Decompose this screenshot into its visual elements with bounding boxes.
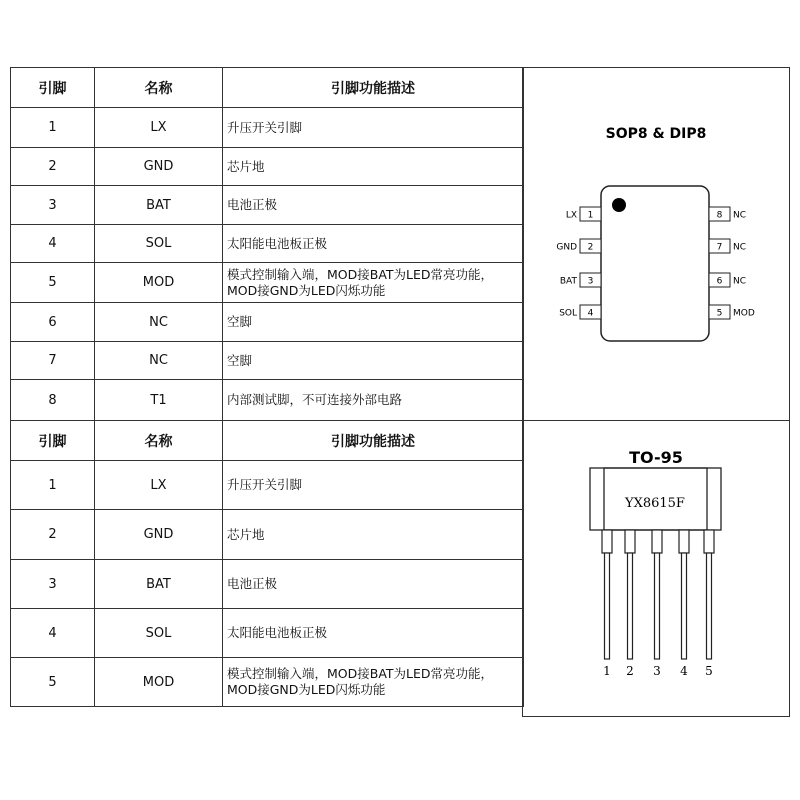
sop8-pin-label: NC <box>733 242 747 253</box>
pin-name-cell: SOL <box>95 225 223 263</box>
pin1-marker-dot <box>612 198 626 212</box>
table-row <box>11 658 524 707</box>
pin-name-cell: BAT <box>95 186 223 225</box>
pin-name-cell: NC <box>95 342 223 380</box>
pin-description-cell: 模式控制输入端，MOD接BAT为LED常亮功能，MOD接GND为LED闪烁功能 <box>223 263 524 303</box>
to95-marking: YX8615F <box>625 496 685 511</box>
sop8-diagram-panel <box>522 67 790 421</box>
to95-lead <box>655 553 660 659</box>
pin-name-cell: GND <box>95 148 223 186</box>
sop8-pin-number: 8 <box>716 210 723 221</box>
pin-description-cell: 太阳能电池板正极 <box>223 225 524 263</box>
table-row <box>11 303 524 342</box>
pin-number-cell: 8 <box>11 380 95 421</box>
to95-diagram-panel <box>522 420 790 717</box>
pin-number-cell: 7 <box>11 342 95 380</box>
pin-number-cell: 3 <box>11 186 95 225</box>
header-name: 名称 <box>95 421 223 461</box>
pin-description-cell: 芯片地 <box>223 148 524 186</box>
table-row <box>11 380 524 421</box>
sop8-pin-label: GND <box>556 242 577 253</box>
pin-number-cell: 4 <box>11 609 95 658</box>
to95-lead-shoulder <box>602 530 612 553</box>
table-header-row <box>11 68 524 108</box>
pin-name-cell: T1 <box>95 380 223 421</box>
pin-description-cell: 升压开关引脚 <box>223 108 524 148</box>
to95-pin-number: 3 <box>653 664 661 678</box>
pin-number-cell: 2 <box>11 510 95 560</box>
pin-name-cell: LX <box>95 461 223 510</box>
pin-description-cell: 内部测试脚，不可连接外部电路 <box>223 380 524 421</box>
sop8-pin-number: 3 <box>587 276 594 287</box>
sop8-pin-label: NC <box>733 210 747 221</box>
to95-title: TO-95 <box>629 448 683 467</box>
sop8-pin-number: 7 <box>716 242 723 253</box>
table-row <box>11 510 524 560</box>
sop8-pin-label: LX <box>565 210 577 221</box>
pin-table-sop8 <box>10 67 524 421</box>
table-row <box>11 225 524 263</box>
to95-lead-shoulder <box>679 530 689 553</box>
sop8-title: SOP8 & DIP8 <box>605 126 707 142</box>
to95-lead-shoulder <box>625 530 635 553</box>
header-desc: 引脚功能描述 <box>223 68 524 108</box>
pin-name-cell: MOD <box>95 658 223 707</box>
pin-description-cell: 模式控制输入端，MOD接BAT为LED常亮功能，MOD接GND为LED闪烁功能 <box>223 658 524 707</box>
header-pin: 引脚 <box>11 68 95 108</box>
pin-number-cell: 2 <box>11 148 95 186</box>
sop8-pin-number: 5 <box>716 308 723 319</box>
table-row <box>11 342 524 380</box>
to95-package-diagram <box>523 421 789 716</box>
pin-number-cell: 1 <box>11 461 95 510</box>
table-row <box>11 186 524 225</box>
pin-name-cell: NC <box>95 303 223 342</box>
table-row <box>11 560 524 609</box>
pin-description-cell: 空脚 <box>223 342 524 380</box>
pin-number-cell: 1 <box>11 108 95 148</box>
sop8-pin-label: NC <box>733 276 747 287</box>
sop8-package-diagram <box>523 68 789 420</box>
to95-lead-shoulder <box>704 530 714 553</box>
table-row <box>11 609 524 658</box>
sop8-pin-number: 1 <box>587 210 594 221</box>
pin-description-cell: 电池正极 <box>223 186 524 225</box>
header-pin: 引脚 <box>11 421 95 461</box>
pin-number-cell: 3 <box>11 560 95 609</box>
table-row <box>11 108 524 148</box>
sop8-pin-number: 4 <box>587 308 594 319</box>
to95-lead-shoulder <box>652 530 662 553</box>
to95-lead <box>707 553 712 659</box>
to95-pin-number: 4 <box>680 664 688 678</box>
pinout-document <box>10 67 790 717</box>
pin-description-cell: 太阳能电池板正极 <box>223 609 524 658</box>
sop8-pin-label: SOL <box>559 308 577 319</box>
pin-name-cell: SOL <box>95 609 223 658</box>
pin-number-cell: 5 <box>11 263 95 303</box>
header-name: 名称 <box>95 68 223 108</box>
to95-lead <box>605 553 610 659</box>
pin-number-cell: 4 <box>11 225 95 263</box>
table-row <box>11 461 524 510</box>
to95-lead <box>628 553 633 659</box>
header-desc: 引脚功能描述 <box>223 421 524 461</box>
sop8-pin-number: 6 <box>716 276 723 287</box>
sop8-pin-label: MOD <box>733 308 755 319</box>
to95-pin-number: 2 <box>626 664 634 678</box>
pin-description-cell: 空脚 <box>223 303 524 342</box>
pin-name-cell: BAT <box>95 560 223 609</box>
pin-description-cell: 电池正极 <box>223 560 524 609</box>
table-row <box>11 148 524 186</box>
sop8-pin-label: BAT <box>559 276 577 287</box>
pin-number-cell: 6 <box>11 303 95 342</box>
pin-table-to95 <box>10 420 524 707</box>
to95-lead <box>682 553 687 659</box>
to95-pin-number: 5 <box>705 664 713 678</box>
sop8-pin-number: 2 <box>587 242 594 253</box>
pin-number-cell: 5 <box>11 658 95 707</box>
to95-pin-number: 1 <box>603 664 611 678</box>
pin-name-cell: MOD <box>95 263 223 303</box>
pin-description-cell: 升压开关引脚 <box>223 461 524 510</box>
pin-name-cell: LX <box>95 108 223 148</box>
table-header-row <box>11 421 524 461</box>
pin-description-cell: 芯片地 <box>223 510 524 560</box>
table-row <box>11 263 524 303</box>
pin-name-cell: GND <box>95 510 223 560</box>
